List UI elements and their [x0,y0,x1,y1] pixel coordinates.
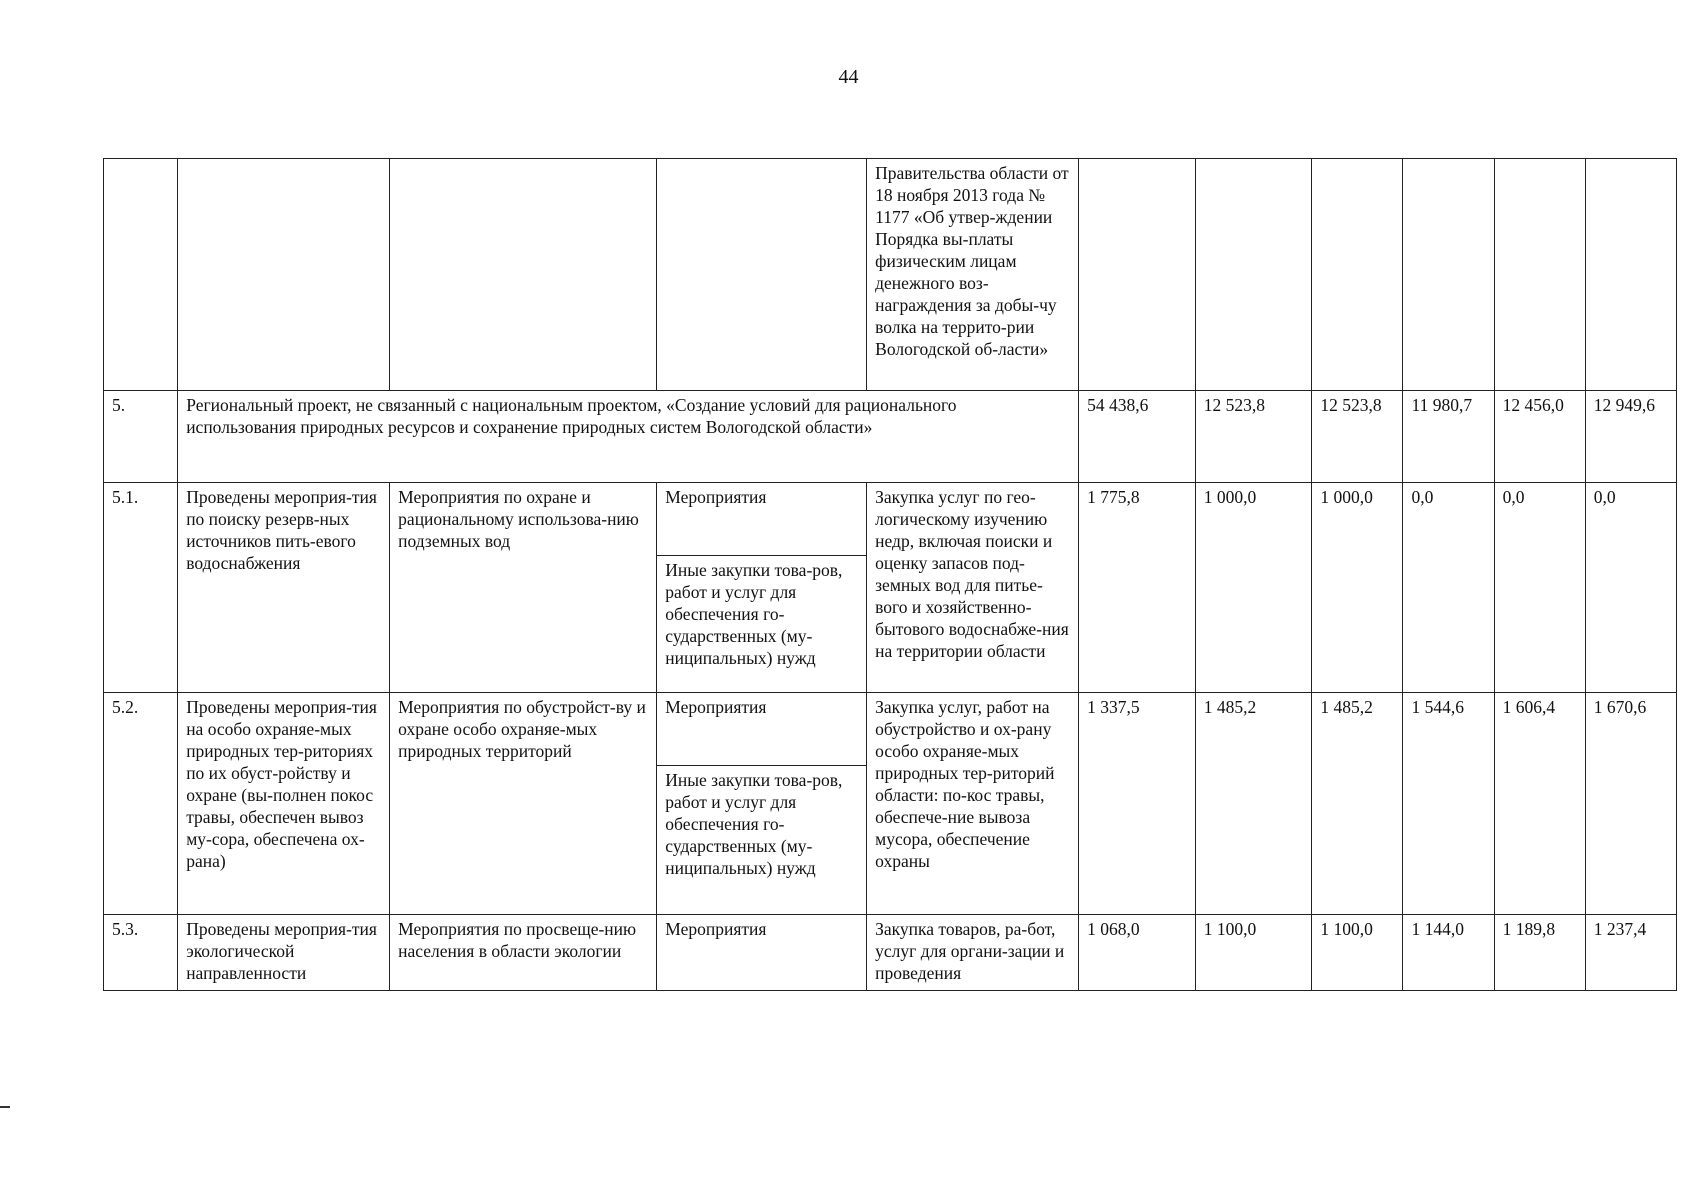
description-text: Закупка услуг по гео-логическому изучению недр, включая поиски и оценку запасов под-земных вод для питье-вого и хозяйственно-бытового водоснабже-ния на территории области [867,483,1079,693]
cell-value [1403,159,1494,391]
value-cell: 1 606,4 [1494,693,1585,915]
value-cell: 0,0 [1403,483,1494,693]
cell-measure [390,159,657,391]
cell-result [178,159,390,391]
value-cell: 12 523,8 [1195,391,1312,483]
result-text: Проведены мероприя-тия экологической направленности [178,915,390,991]
expense-type-top: Мероприятия [657,915,867,991]
value-cell: 1 000,0 [1312,483,1403,693]
cell-value [1079,159,1196,391]
value-cell: 1 337,5 [1079,693,1196,915]
table-row-5-1 [104,483,1677,693]
table-row-5 [104,391,1677,483]
expense-type-bottom: Иные закупки това-ров, работ и услуг для обеспечения го-сударственных (му-ниципальных) нужд [657,555,866,692]
expense-type-top: Мероприятия [665,697,767,717]
row-index: 5.3. [104,915,178,991]
expense-type-top: Мероприятия [665,487,767,507]
value-cell: 54 438,6 [1079,391,1196,483]
page-number: 44 [838,66,859,88]
table-row-5-2 [104,693,1677,915]
cell-index [104,159,178,391]
row-index: 5.1. [104,483,178,693]
expense-type-cell [657,693,867,915]
expense-type-cell [657,483,867,693]
result-text: Проведены мероприя-тия на особо охраняе-мых природных тер-риториях по их обуст-ройству и охране (вы-полнен покос травы, обеспечен вывоз му-сора, обеспечена ох-рана) [178,693,390,915]
cell-value [1585,159,1676,391]
value-cell: 11 980,7 [1403,391,1494,483]
value-cell: 1 100,0 [1195,915,1312,991]
cell-value [1312,159,1403,391]
table-row-5-3 [104,915,1677,991]
value-cell: 1 189,8 [1494,915,1585,991]
cell-type [657,159,867,391]
value-cell: 1 237,4 [1585,915,1676,991]
row-index: 5.2. [104,693,178,915]
description-text: Закупка услуг, работ на обустройство и ох-рану особо охраняе-мых природных тер-риторий области: по-кос травы, обеспече-ние вывоза мусора, обеспечение охраны [867,693,1079,915]
cell-basis: Правительства области от 18 ноября 2013 года № 1177 «Об утвер-ждении Порядка вы-платы физическим лицам денежного воз-награждения за добы-чу волка на террито-рии Вологодской об-ласти» [867,159,1079,391]
measure-text: Мероприятия по обустройст-ву и охране особо охраняе-мых природных территорий [390,693,657,915]
value-cell: 1 670,6 [1585,693,1676,915]
value-cell: 1 485,2 [1195,693,1312,915]
value-cell: 12 949,6 [1585,391,1676,483]
value-cell: 1 000,0 [1195,483,1312,693]
expense-type-bottom: Иные закупки това-ров, работ и услуг для обеспечения го-сударственных (му-ниципальных) нужд [657,765,866,914]
table-row-continuation [104,159,1677,391]
cell-value [1494,159,1585,391]
row-index: 5. [104,391,178,483]
budget-table [103,158,1677,991]
value-cell: 1 775,8 [1079,483,1196,693]
value-cell: 1 144,0 [1403,915,1494,991]
project-title: Региональный проект, не связанный с национальным проектом, «Создание условий для рационального использования природных ресурсов и сохранение природных систем Вологодской области» [178,391,1079,483]
cell-value [1195,159,1312,391]
description-text: Закупка товаров, ра-бот, услуг для органи-зации и проведения [867,915,1079,991]
value-cell: 1 485,2 [1312,693,1403,915]
value-cell: 12 456,0 [1494,391,1585,483]
value-cell: 12 523,8 [1312,391,1403,483]
measure-text: Мероприятия по охране и рациональному использова-нию подземных вод [390,483,657,693]
measure-text: Мероприятия по просвеще-нию населения в области экологии [390,915,657,991]
value-cell: 1 100,0 [1312,915,1403,991]
result-text: Проведены мероприя-тия по поиску резерв-ных источников пить-евого водоснабжения [178,483,390,693]
margin-mark [0,1106,10,1108]
value-cell: 1 068,0 [1079,915,1196,991]
value-cell: 0,0 [1494,483,1585,693]
value-cell: 0,0 [1585,483,1676,693]
value-cell: 1 544,6 [1403,693,1494,915]
